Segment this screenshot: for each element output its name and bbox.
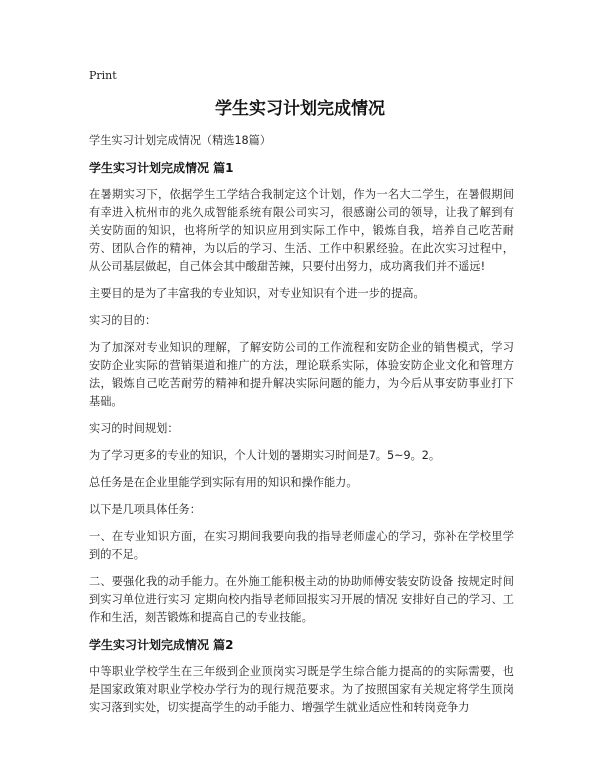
paragraph: 在暑期实习下，依据学生工学结合我制定这个计划，作为一名大二学生，在暑假期间有幸进入杭州市的兆久成智能系统有限公司实习，很感谢公司的领导，让我了解到有关安防面的知识，也将所学的知识应用到实际工作中，锻炼自我，培养自己吃苦耐劳、团队合作的精神，为以后的学习、生活、工作中积累经验。在此次实习过程中，从公司基层做起，自己体会其中酸甜苦辣，只要付出努力，成功离我们并不遥远! [89, 188, 514, 273]
section-heading-2: 学生实习计划完成情况 篇2 [89, 638, 234, 652]
document-body [89, 132, 514, 726]
print-link[interactable]: Print [89, 69, 117, 82]
paragraph: 总任务是在企业里能学到实际有用的知识和操作能力。 [89, 476, 358, 489]
paragraph: 中等职业学校学生在三年级到企业顶岗实习既是学生综合能力提高的的实际需要，也是国家政策对职业学校办学行为的现行规范要求。为了按照国家有关规定将学生顶岗实习落到实处，切实提高学生的动手能力、增强学生就业适应性和转岗竞争力 [89, 665, 514, 714]
document-title: 学生实习计划完成情况 [215, 99, 385, 119]
paragraph: 以下是几项具体任务： [89, 503, 201, 516]
paragraph: 为了加深对专业知识的理解，了解安防公司的工作流程和安防企业的销售模式，学习安防企业实际的营销渠道和推广的方法，理论联系实际，体验安防企业文化和管理方法，锻炼自己吃苦耐劳的精神和提升解决实际问题的能力，为今后从事安防事业打下基础。 [89, 341, 514, 408]
document-subtitle: 学生实习计划完成情况（精选18篇） [89, 134, 272, 147]
paragraph: 二、要强化我的动手能力。在外施工能积极主动的协助师傅安装安防设备 按规定时间到实习单位进行实习 定期向校内指导老师回报实习开展的情况 安排好自己的学习、工作和生活，刻苦锻炼和提高自己的专业技能。 [89, 575, 514, 624]
paragraph: 主要目的是为了丰富我的专业知识，对专业知识有个进一步的提高。 [89, 287, 425, 300]
paragraph: 实习的目的： [89, 314, 157, 327]
paragraph: 实习的时间规划： [89, 422, 179, 435]
paragraph: 为了学习更多的专业的知识，个人计划的暑期实习时间是7。5~9。2。 [89, 449, 441, 462]
paragraph: 一、在专业知识方面，在实习期间我要向我的指导老师虚心的学习，弥补在学校里学到的不足。 [89, 530, 514, 561]
section-heading-1: 学生实习计划完成情况 篇1 [89, 161, 234, 175]
